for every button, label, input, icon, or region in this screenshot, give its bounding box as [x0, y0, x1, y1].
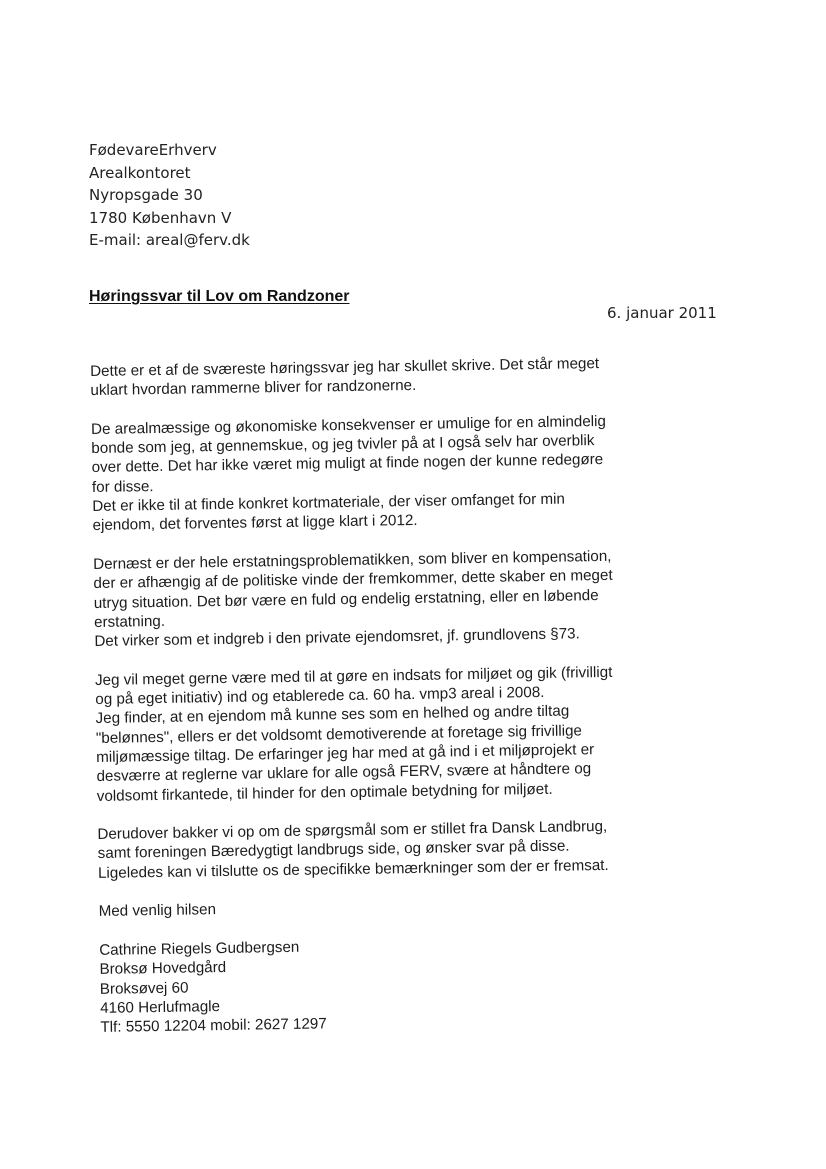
body-line: uklart hvordan rammerne bliver for randzonerne.	[90, 377, 417, 400]
body-line: voldsomt firkantede, til hinder for den optimale betydning for miljøet.	[96, 780, 553, 805]
body-line: utryg situation. Det bør være en fuld og endelig erstatning, eller en løbende	[93, 586, 599, 612]
signature-name: Cathrine Riegels Gudbergsen	[99, 938, 300, 959]
body-line: Dernæst er der hele erstatningsproblematikken, som bliver en kompensation,	[93, 547, 612, 573]
body-line: for disse.	[91, 477, 154, 496]
paragraph-3	[93, 545, 744, 652]
letter-body	[90, 352, 751, 1057]
body-line: samt foreningen Bæredygtigt landbrugs side, og ønsker svar på disse.	[97, 837, 570, 863]
signature-phone: Tlf: 5550 12204 mobil: 2627 1297	[100, 1015, 327, 1037]
address-email: E-mail: areal@ferv.dk	[89, 231, 250, 249]
body-line: Det er ikke til at finde konkret kortmateriale, der viser omfanget for min	[92, 490, 566, 516]
letter-subject: Høringssvar til Lov om Randzoner	[89, 288, 350, 305]
body-line: Derudover bakker vi op om de spørgsmål som er stillet fra Dansk Landbrug,	[97, 818, 608, 844]
body-line: "belønnes", ellers er det voldsomt demotiverende at foretage sig frivillige	[95, 721, 583, 747]
paragraph-1	[90, 352, 741, 401]
body-line: og på eget initiativ) ind og etablerede ca. 60 ha. vmp3 areal i 2008.	[95, 683, 545, 709]
body-line: miljømæssige tiltag. De erfaringer jeg har med at gå ind i et miljøprojekt er	[96, 741, 595, 766]
address-line-3: Nyropsgade 30	[89, 186, 203, 204]
closing-line: Med venlig hilsen	[98, 901, 217, 921]
paragraph-5	[97, 815, 748, 883]
body-line: erstatning.	[93, 612, 166, 631]
body-line: Dette er et af de sværeste høringssvar jeg har skullet skrive. Det står meget	[90, 355, 600, 380]
closing	[98, 892, 748, 922]
body-line: ejendom, det forventes først at ligge klart i 2012.	[92, 512, 418, 535]
signature-line: 4160 Herlufmagle	[100, 997, 221, 1017]
letter-date: 6. januar 2011	[607, 304, 717, 322]
paragraph-4	[95, 661, 747, 806]
body-line: Jeg vil meget gerne være med til at gøre en indsats for miljøet og gik (frivilligt	[94, 663, 613, 689]
body-line: Det virker som et indgreb i den private ejendomsret, jf. grundlovens §73.	[94, 625, 580, 651]
body-line: desværre at reglerne var uklare for alle også FERV, svære at håndtere og	[96, 760, 592, 786]
address-line-4: 1780 København V	[89, 208, 232, 227]
body-line: Ligeledes kan vi tilslutte os de specifikke bemærkninger som der er fremsat.	[97, 856, 609, 882]
paragraph-2	[91, 410, 743, 536]
recipient-address	[89, 139, 250, 252]
body-line: bonde som jeg, at gennemskue, og jeg tvivler på at I også selv har overblik	[91, 432, 595, 458]
body-line: der er afhængig af de politiske vinde der fremkommer, dette skaber en meget	[93, 567, 613, 593]
address-line-1: FødevareErhverv	[89, 141, 217, 159]
body-line: over dette. Det har ikke været mig muligt at finde nogen der kunne redegøre	[91, 451, 604, 477]
signature-line: Broksø Hovedgård	[99, 959, 227, 979]
body-line: De arealmæssige og økonomiske konsekvenser er umulige for en almindelig	[90, 412, 607, 438]
body-line: Jeg finder, at en ejendom må kunne ses som en helhed og andre tiltag	[95, 702, 570, 728]
signature-block	[99, 931, 750, 1038]
address-line-2: Arealkontoret	[89, 163, 191, 182]
signature-line: Broksøvej 60	[99, 979, 189, 998]
